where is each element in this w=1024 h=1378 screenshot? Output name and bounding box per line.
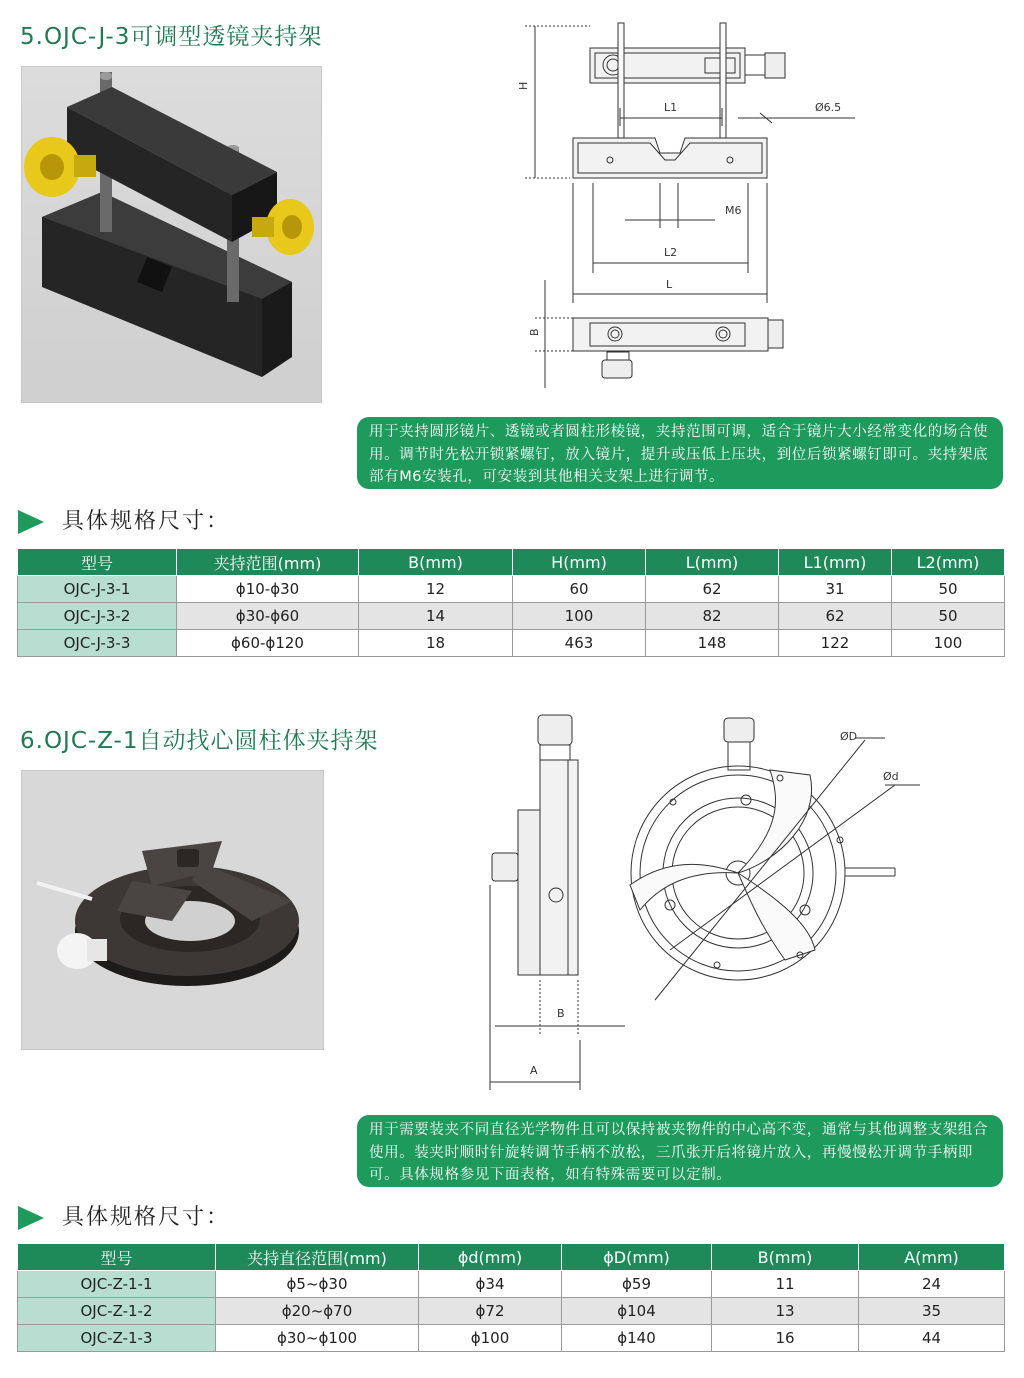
table-header: L(mm): [646, 549, 779, 576]
table-row: [18, 630, 1005, 657]
section1-spec-heading: 具体规格尺寸：: [18, 504, 230, 535]
table-cell: OJC-J-3-3: [18, 630, 177, 657]
table-cell: ϕ20~ϕ70: [216, 1298, 419, 1325]
table-cell: 18: [359, 630, 513, 657]
table-cell: ϕ5~ϕ30: [216, 1271, 419, 1298]
triangle-bullet-icon: [18, 1206, 44, 1230]
label-l2: L2: [664, 246, 678, 259]
table-cell: ϕ104: [562, 1298, 712, 1325]
label-l: L: [666, 278, 673, 291]
table-header: 夹持范围(mm): [177, 549, 359, 576]
table-row: [18, 1298, 1005, 1325]
table-cell: OJC-Z-1-2: [18, 1298, 216, 1325]
table-cell: 50: [892, 603, 1005, 630]
table-cell: OJC-J-3-1: [18, 576, 177, 603]
table-header: 夹持直径范围(mm): [216, 1244, 419, 1271]
section2-spec-table: [17, 1243, 1005, 1352]
table-cell: ϕ100: [419, 1325, 562, 1352]
label-l1: L1: [664, 101, 678, 114]
table-cell: ϕ72: [419, 1298, 562, 1325]
table-row: [18, 1325, 1005, 1352]
table-cell: ϕ59: [562, 1271, 712, 1298]
table-cell: 50: [892, 576, 1005, 603]
label-m6: M6: [725, 204, 742, 217]
table-header: B(mm): [712, 1244, 859, 1271]
section2-title: 6.OJC-Z-1自动找心圆柱体夹持架: [20, 728, 379, 754]
table-cell: 100: [892, 630, 1005, 657]
table-header: ϕD(mm): [562, 1244, 712, 1271]
table-cell: 24: [859, 1271, 1005, 1298]
table-cell: 463: [513, 630, 646, 657]
table-row: [18, 576, 1005, 603]
section1-spec-table: [17, 548, 1005, 657]
table-cell: 11: [712, 1271, 859, 1298]
section2-description: 用于需要装夹不同直径光学物件且可以保持被夹物件的中心高不变，通常与其他调整支架组合使用。装夹时顺时针旋转调节手柄不放松，三爪张开后将镜片放入，再慢慢松开调节手柄即可。具体规格参见下面表格，如有特殊需要可以定制。: [357, 1115, 1003, 1187]
table-cell: 60: [513, 576, 646, 603]
label-dia: Ø6.5: [815, 101, 842, 114]
table-cell: ϕ140: [562, 1325, 712, 1352]
table-cell: 35: [859, 1298, 1005, 1325]
table-cell: 16: [712, 1325, 859, 1352]
triangle-bullet-icon: [18, 510, 44, 534]
table-header: B(mm): [359, 549, 513, 576]
label-h: H: [517, 81, 530, 90]
table-header: 型号: [18, 549, 177, 576]
label-small-d: Ød: [883, 770, 899, 783]
table-cell: 62: [646, 576, 779, 603]
table-row: [18, 603, 1005, 630]
table-cell: 82: [646, 603, 779, 630]
table-cell: OJC-J-3-2: [18, 603, 177, 630]
table-header: H(mm): [513, 549, 646, 576]
table-header: 型号: [18, 1244, 216, 1271]
table-header: ϕd(mm): [419, 1244, 562, 1271]
table-row: [18, 1271, 1005, 1298]
section1-description: 用于夹持圆形镜片、透镜或者圆柱形棱镜，夹持范围可调，适合于镜片大小经常变化的场合使用。调节时先松开锁紧螺钉，放入镜片，提升或压低上压块，到位后锁紧螺钉即可。夹持架底部有M6安装孔，可安装到其他相关支架上进行调节。: [357, 417, 1003, 489]
table-cell: 13: [712, 1298, 859, 1325]
table-cell: ϕ30~ϕ100: [216, 1325, 419, 1352]
table-cell: 148: [646, 630, 779, 657]
label-b: B: [557, 1007, 565, 1020]
table-cell: 100: [513, 603, 646, 630]
table-cell: OJC-Z-1-1: [18, 1271, 216, 1298]
table-cell: 31: [779, 576, 892, 603]
table-cell: OJC-Z-1-3: [18, 1325, 216, 1352]
table-cell: 14: [359, 603, 513, 630]
table-cell: ϕ34: [419, 1271, 562, 1298]
table-cell: 62: [779, 603, 892, 630]
table-cell: 122: [779, 630, 892, 657]
section1-title: 5.OJC-J-3可调型透镜夹持架: [20, 24, 323, 50]
table-cell: ϕ60-ϕ120: [177, 630, 359, 657]
lens-holder-photo: [21, 66, 322, 403]
label-big-d: ØD: [840, 730, 858, 743]
self-centering-holder-photo: [21, 770, 324, 1050]
label-b: B: [528, 328, 541, 336]
table-cell: 44: [859, 1325, 1005, 1352]
self-centering-holder-drawing: [480, 710, 920, 1095]
table-header: L2(mm): [892, 549, 1005, 576]
table-cell: ϕ30-ϕ60: [177, 603, 359, 630]
table-header: L1(mm): [779, 549, 892, 576]
section2-spec-heading: 具体规格尺寸：: [18, 1200, 230, 1231]
lens-holder-drawing: [510, 18, 870, 403]
table-cell: 12: [359, 576, 513, 603]
table-cell: ϕ10-ϕ30: [177, 576, 359, 603]
label-a: A: [530, 1064, 538, 1077]
table-header: A(mm): [859, 1244, 1005, 1271]
